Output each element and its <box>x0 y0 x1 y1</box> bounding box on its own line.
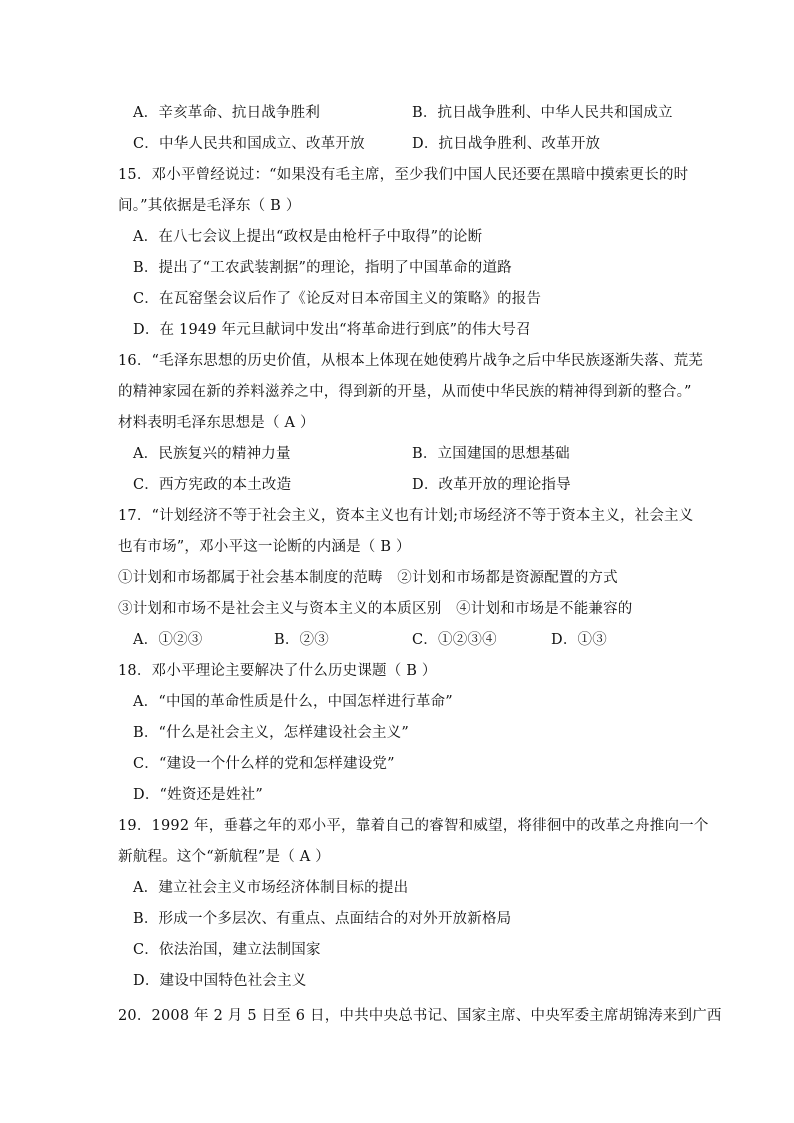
q17-statements-line1: ①计划和市场都属于社会基本制度的范畴 ②计划和市场都是资源配置的方式 <box>118 570 618 586</box>
q15-stem-line2: 间。”其依据是毛泽东（ B ） <box>118 198 301 214</box>
q19-option-a: A．建立社会主义市场经济体制目标的提出 <box>133 880 409 896</box>
q14-option-b: B．抗日战争胜利、中华人民共和国成立 <box>412 105 673 121</box>
q15-stem-line1: 15．邓小平曾经说过：“如果没有毛主席，至少我们中国人民还要在黑暗中摸索更长的时 <box>118 167 689 183</box>
q19-stem-line2: 新航程。这个“新航程”是（ A ） <box>118 849 330 865</box>
q17-statements-line2: ③计划和市场不是社会主义与资本主义的本质区别 ④计划和市场是不能兼容的 <box>118 601 633 617</box>
q18-option-c: C．“建设一个什么样的党和怎样建设党” <box>133 756 395 772</box>
q16-option-b: B．立国建国的思想基础 <box>412 446 570 462</box>
q20-stem-line1: 20．2008 年 2 月 5 日至 6 日，中共中央总书记、国家主席、中央军委主席胡锦涛来到广西 <box>118 1008 722 1024</box>
q16-option-a: A．民族复兴的精神力量 <box>133 446 291 462</box>
q15-option-b: B．提出了“工农武装割据”的理论，指明了中国革命的道路 <box>133 260 512 276</box>
q19-stem-line1: 19．1992 年，垂暮之年的邓小平，靠着自己的睿智和威望，将徘徊中的改革之舟推向一个 <box>118 818 709 834</box>
q16-option-c: C．西方宪政的本土改造 <box>133 477 292 493</box>
q17-stem-line1: 17．“计划经济不等于社会主义，资本主义也有计划;市场经济不等于资本主义，社会主义 <box>118 508 694 524</box>
q15-option-d: D．在 1949 年元旦献词中发出“将革命进行到底”的伟大号召 <box>133 322 531 338</box>
q14-option-d: D．抗日战争胜利、改革开放 <box>412 136 601 152</box>
q16-stem-line1: 16．“毛泽东思想的历史价值，从根本上体现在她使鸦片战争之后中华民族逐渐失落、荒芜 <box>118 353 704 369</box>
q17-option-c: C．①②③④ <box>412 632 497 648</box>
q16-option-d: D．改革开放的理论指导 <box>412 477 571 493</box>
q19-option-c: C．依法治国，建立法制国家 <box>133 942 321 958</box>
q19-option-d: D．建设中国特色社会主义 <box>133 973 307 989</box>
q15-option-c: C．在瓦窑堡会议后作了《论反对日本帝国主义的策略》的报告 <box>133 291 542 307</box>
q17-option-d: D．①③ <box>551 632 607 648</box>
q17-option-a: A．①②③ <box>133 632 203 648</box>
q15-option-a: A．在八七会议上提出“政权是由枪杆子中取得”的论断 <box>133 229 483 245</box>
q18-option-d: D．“姓资还是姓社” <box>133 787 263 803</box>
q17-option-b: B．②③ <box>274 632 329 648</box>
q16-stem-line3: 材料表明毛泽东思想是（ A ） <box>118 415 315 431</box>
q16-stem-line2: 的精神家园在新的养料滋养之中，得到新的开垦，从而使中华民族的精神得到新的整合。” <box>118 384 692 400</box>
q14-option-c: C．中华人民共和国成立、改革开放 <box>133 136 365 152</box>
q18-option-a: A．“中国的革命性质是什么，中国怎样进行革命” <box>133 694 453 710</box>
q19-option-b: B．形成一个多层次、有重点、点面结合的对外开放新格局 <box>133 911 512 927</box>
q17-stem-line2: 也有市场”，邓小平这一论断的内涵是（ B ） <box>118 539 411 555</box>
q18-stem: 18．邓小平理论主要解决了什么历史课题（ B ） <box>118 663 437 679</box>
q18-option-b: B．“什么是社会主义，怎样建设社会主义” <box>133 725 409 741</box>
q14-option-a: A．辛亥革命、抗日战争胜利 <box>133 105 321 121</box>
